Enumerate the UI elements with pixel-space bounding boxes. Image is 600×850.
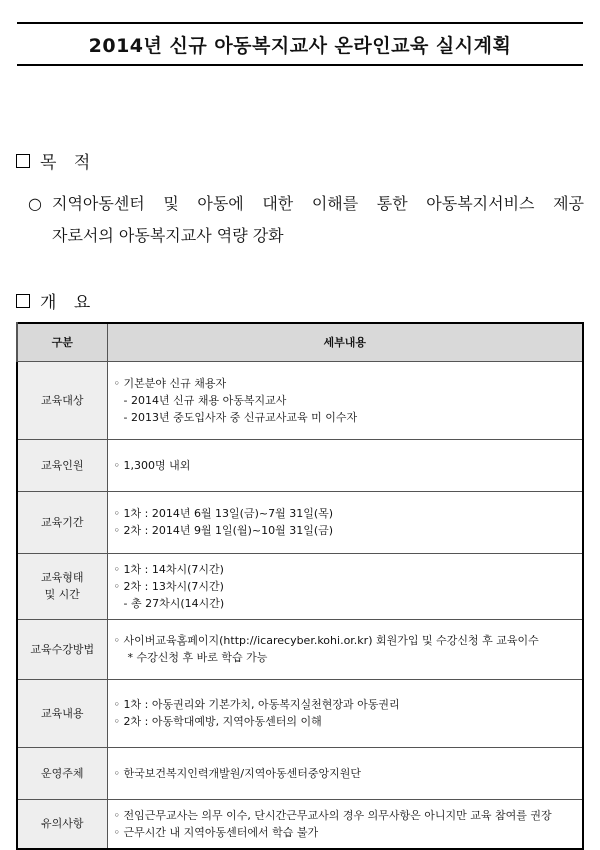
list-item-text: 2차 : 2014년 9월 1일(월)~10월 31일(금) [123,524,334,537]
table-row [17,439,583,491]
row-label-line: 교육기간 [40,515,84,529]
row-label [17,361,107,439]
small-circle-bullet-icon: ◦ [113,458,120,472]
small-circle-bullet-icon: ◦ [113,579,120,593]
row-content [107,799,583,849]
sub-item: - 2013년 중도입사자 중 신규교사교육 미 이수자 [123,410,358,424]
checkbox-square-icon [16,154,30,168]
small-circle-bullet-icon: ◦ [113,766,120,780]
list-item-text: 전임근무교사는 의무 이수, 단시간근무교사의 경우 의무사항은 아니지만 교육 참여를 권장 [123,808,552,822]
small-circle-bullet-icon: ◦ [113,524,120,537]
table-row [17,799,583,849]
table-row [17,491,583,553]
row-label [17,553,107,619]
table-header-details: 세부내용 [107,323,583,361]
overview-table [16,322,584,850]
circle-bullet-icon: ○ [28,194,42,213]
small-circle-bullet-icon: ◦ [113,715,120,728]
table-row [17,679,583,747]
table-row [17,619,583,679]
small-circle-bullet-icon: ◦ [113,634,120,647]
row-label [17,619,107,679]
row-label [17,799,107,849]
small-circle-bullet-icon: ◦ [113,562,120,576]
sub-item: - 총 27차시(14시간) [123,596,225,610]
list-item [114,578,577,595]
row-label-line: 교육형태 [40,571,84,584]
row-label [17,679,107,747]
list-item [114,696,577,713]
row-label [17,747,107,799]
document-title: 2014년 신규 아동복지교사 온라인교육 실시계획 [88,34,512,57]
row-content [107,619,583,679]
list-item [114,457,577,474]
row-label-line: 유의사항 [40,817,84,831]
section-heading-overview [16,288,96,313]
title-box [17,22,583,66]
small-circle-bullet-icon: ◦ [113,825,120,839]
sub-item: - 2014년 신규 채용 아동복지교사 [123,393,287,407]
table-row [17,553,583,619]
list-item-text: 1차 : 2014년 6월 13일(금)~7월 31일(목) [123,507,334,520]
list-item-text: 1차 : 아동권리와 기본가치, 아동복지실천현장과 아동권리 [123,698,400,711]
row-content [107,491,583,553]
purpose-paragraph [28,188,584,252]
section-heading-purpose [16,148,96,173]
row-label [17,439,107,491]
list-item [114,375,577,392]
row-content [107,553,583,619]
list-item-text: 한국보건복지인력개발원/지역아동센터중앙지원단 [123,766,361,780]
row-content [107,439,583,491]
table-row [17,747,583,799]
row-label-line: 교육수강방법 [30,642,95,656]
row-label-line: 교육대상 [40,393,84,407]
section-heading-text: 개 요 [40,293,97,313]
section-heading-text: 목 적 [40,153,97,173]
list-item [114,807,577,824]
table-row [17,361,583,439]
list-item-text: 1,300명 내외 [123,458,191,472]
small-circle-bullet-icon: ◦ [113,808,120,822]
checkbox-square-icon [16,294,30,308]
list-item-text: 2차 : 13차시(7시간) [123,579,224,593]
small-circle-bullet-icon: ◦ [113,507,120,520]
row-label [17,491,107,553]
purpose-line-2: 자로서의 아동복지교사 역량 강화 [52,226,284,245]
list-item-text: 기본분야 신규 채용자 [123,376,227,390]
small-circle-bullet-icon: ◦ [113,698,120,711]
list-item [114,505,577,522]
table-header-category: 구분 [17,323,107,361]
table-header-row [17,323,583,361]
row-label-line: 교육내용 [40,706,84,720]
list-item [114,765,577,782]
list-item [114,713,577,730]
list-item [114,561,577,578]
row-label-line: 운영주체 [40,766,84,780]
row-label-line: 교육인원 [40,458,84,472]
row-content [107,361,583,439]
row-label-line: 및 시간 [44,588,80,601]
purpose-line-1: 지역아동센터 및 아동에 대한 이해를 통한 아동복지서비스 제공 [52,194,584,213]
row-content [107,747,583,799]
list-item-text: 2차 : 아동학대예방, 지역아동센터의 이해 [123,715,322,728]
small-circle-bullet-icon: ◦ [113,376,120,390]
list-item-text: 사이버교육홈페이지(http://icarecyber.kohi.or.kr) 회원가입 및 수강신청 후 교육이수 [123,634,539,647]
note-item: * 수강신청 후 바로 학습 가능 [127,651,268,664]
list-item [114,522,577,539]
list-item [114,632,577,649]
list-item-text: 1차 : 14차시(7시간) [123,562,224,576]
list-item-text: 근무시간 내 지역아동센터에서 학습 불가 [123,825,319,839]
row-content [107,679,583,747]
list-item [114,824,577,841]
